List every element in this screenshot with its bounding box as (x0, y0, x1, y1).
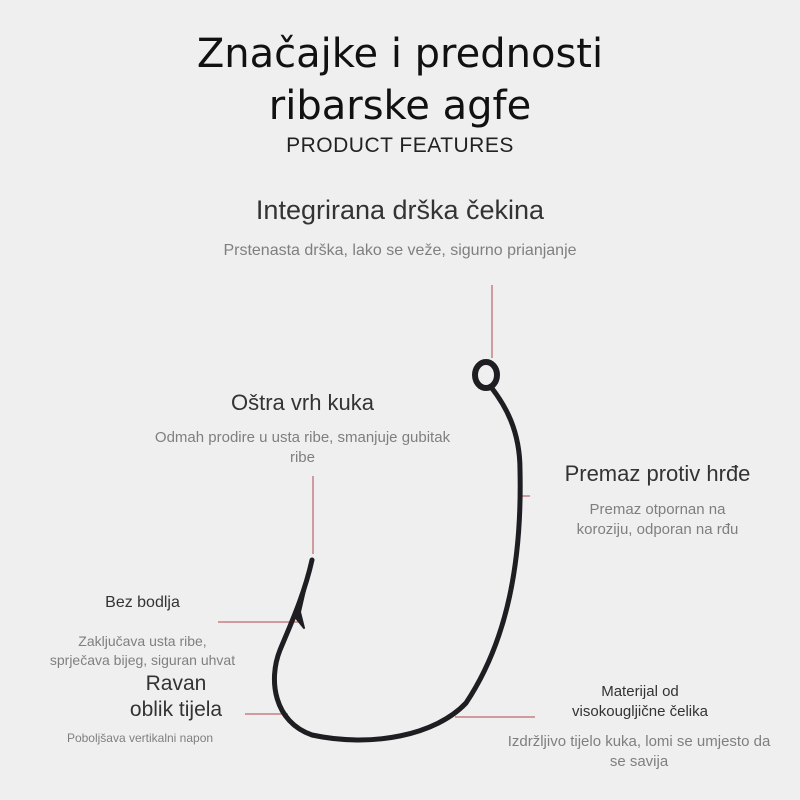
feature-body (76, 671, 276, 723)
feature-body-desc: Poboljšava vertikalni napon (66, 731, 214, 745)
feature-coating-title: Premaz protiv hrđe (564, 461, 751, 486)
feature-barbless-desc (30, 632, 255, 670)
feature-barbless (30, 592, 255, 670)
feature-coating (525, 460, 790, 540)
page-subtitle: PRODUCT FEATURES (286, 134, 514, 157)
feature-coating-desc-line2: koroziju, odporan na rđu (576, 521, 739, 538)
feature-barbless-desc-line1: Zaključava usta ribe, (78, 633, 207, 649)
hook-point (296, 560, 312, 628)
page-title-line1: Značajke i prednosti (196, 31, 604, 77)
feature-body-title-line2: oblik tijela (129, 698, 223, 721)
feature-material-desc-line1: Izdržljivo tijelo kuka, lomi se umjesto da (507, 733, 771, 750)
feature-barbless-desc-line2: sprječava bijeg, siguran uhvat (49, 652, 236, 668)
feature-material-desc-line2: se savija (609, 753, 669, 770)
leader-lines (218, 285, 535, 717)
feature-point-desc-line1: Odmah prodire u usta ribe, smanjuje gubitak (154, 429, 451, 446)
feature-point (115, 389, 490, 468)
feature-eye-desc: Prstenasta drška, lako se veže, sigurno prianjanje (223, 242, 577, 259)
page-title-line2: ribarske agfe (268, 83, 532, 129)
feature-point-desc-line2: ribe (289, 449, 315, 466)
feature-eye (150, 193, 650, 260)
feature-point-desc (115, 428, 490, 468)
feature-body-title (76, 671, 276, 723)
feature-material-desc (478, 732, 800, 772)
feature-material-title-line1: Materijal od (601, 683, 679, 700)
feature-body-title-line1: Ravan (145, 672, 207, 695)
hook-eye-ring (475, 362, 497, 388)
feature-coating-desc-line1: Premaz otpornan na (589, 501, 726, 518)
feature-coating-desc (525, 500, 790, 540)
feature-material-title (540, 682, 740, 722)
feature-eye-title: Integrirana drška čekina (255, 195, 545, 225)
feature-material-title-line2: visokougljične čelika (572, 703, 708, 720)
feature-material (540, 682, 740, 722)
feature-barbless-title: Bez bodlja (105, 594, 180, 611)
feature-point-title: Oštra vrh kuka (230, 390, 375, 415)
